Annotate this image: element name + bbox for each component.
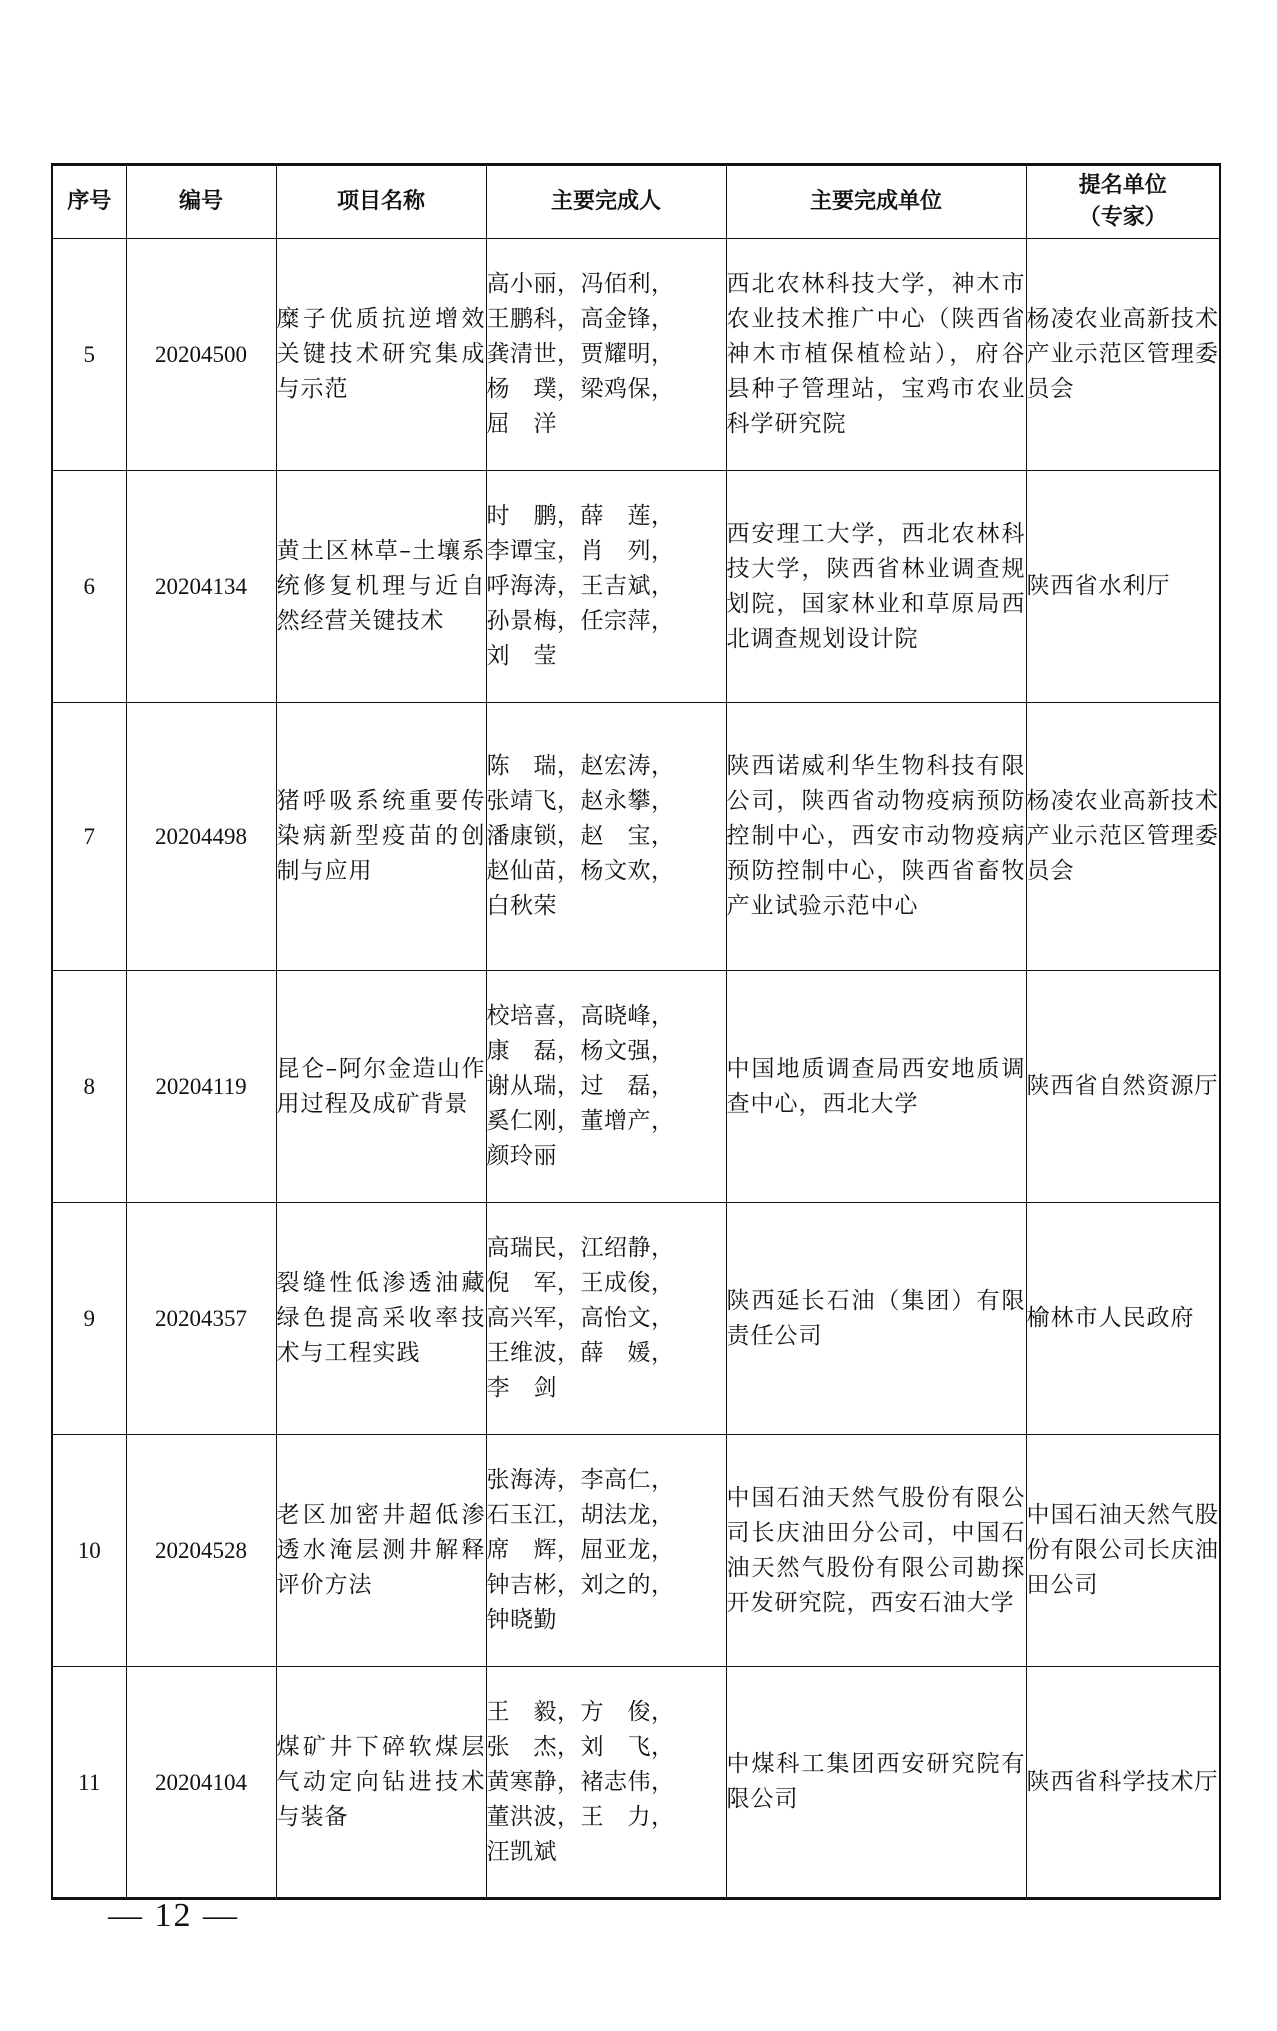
person-line: 李 剑 <box>486 1375 557 1401</box>
award-projects-table <box>51 163 1221 1900</box>
person-line: 白秋荣 <box>486 893 557 919</box>
table-row <box>52 1435 1220 1667</box>
cell-id: 20204498 <box>126 703 276 971</box>
cell-nominator: 陕西省自然资源厅 <box>1026 971 1220 1203</box>
person-line: 钟吉彬，刘之的， <box>486 1572 675 1598</box>
cell-main-units: 陕西延长石油（集团）有限责任公司 <box>726 1203 1026 1435</box>
cell-id: 20204119 <box>126 971 276 1203</box>
person-line: 校培喜，高晓峰， <box>486 1003 675 1029</box>
person-line: 奚仁刚，董增产， <box>486 1108 675 1134</box>
person-line: 时 鹏，薛 莲， <box>486 503 675 529</box>
person-line: 孙景梅，任宗萍， <box>486 608 675 634</box>
table-row <box>52 703 1220 971</box>
page-number: — 12 — <box>108 1897 239 1934</box>
person-line: 董洪波，王 力， <box>486 1803 675 1830</box>
table-row <box>52 1667 1220 1899</box>
person-line: 潘康锁，赵 宝， <box>486 823 675 849</box>
cell-main-people <box>486 471 726 703</box>
cell-seq: 6 <box>52 471 126 703</box>
cell-main-units: 中国石油天然气股份有限公司长庆油田分公司，中国石油天然气股份有限公司勘探开发研究院，西安石油大学 <box>726 1435 1026 1667</box>
person-line: 呼海涛，王吉斌， <box>486 573 675 599</box>
person-line: 屈 洋 <box>486 411 557 437</box>
header-project-name: 项目名称 <box>276 165 486 239</box>
person-line: 杨 璞，梁鸡保， <box>486 376 675 402</box>
table-row <box>52 239 1220 471</box>
cell-seq: 7 <box>52 703 126 971</box>
header-main-people: 主要完成人 <box>486 165 726 239</box>
header-nominator-line1: 提名单位 <box>1078 173 1167 198</box>
person-line: 石玉江，胡法龙， <box>486 1502 675 1528</box>
person-line: 张 杰，刘 飞， <box>486 1733 675 1760</box>
cell-id: 20204134 <box>126 471 276 703</box>
person-line: 倪 军，王成俊， <box>486 1270 675 1296</box>
cell-main-people <box>486 971 726 1203</box>
cell-main-people <box>486 703 726 971</box>
cell-seq: 8 <box>52 971 126 1203</box>
person-line: 颜玲丽 <box>486 1143 557 1169</box>
cell-nominator: 榆林市人民政府 <box>1026 1203 1220 1435</box>
cell-main-people <box>486 1667 726 1899</box>
cell-id: 20204104 <box>126 1667 276 1899</box>
cell-project-name: 煤矿井下碎软煤层气动定向钻进技术与装备 <box>276 1667 486 1899</box>
cell-project-name: 老区加密井超低渗透水淹层测井解释评价方法 <box>276 1435 486 1667</box>
cell-seq: 9 <box>52 1203 126 1435</box>
table-row <box>52 1203 1220 1435</box>
cell-id: 20204500 <box>126 239 276 471</box>
table-header-row <box>52 165 1220 239</box>
cell-seq: 10 <box>52 1435 126 1667</box>
cell-seq: 5 <box>52 239 126 471</box>
header-seq: 序号 <box>52 165 126 239</box>
header-main-units: 主要完成单位 <box>726 165 1026 239</box>
person-line: 钟晓勤 <box>486 1607 557 1633</box>
person-line: 谢从瑞，过 磊， <box>486 1073 675 1099</box>
cell-main-people <box>486 239 726 471</box>
cell-nominator: 中国石油天然气股份有限公司长庆油田公司 <box>1026 1435 1220 1667</box>
cell-main-units: 西北农林科技大学，神木市农业技术推广中心（陕西省神木市植保植检站），府谷县种子管理站，宝鸡市农业科学研究院 <box>726 239 1026 471</box>
person-line: 席 辉，屈亚龙， <box>486 1537 675 1563</box>
table-row <box>52 471 1220 703</box>
person-line: 黄寒静，褚志伟， <box>486 1768 675 1795</box>
person-line: 高瑞民，江绍静， <box>486 1235 675 1261</box>
cell-project-name: 黄土区林草–土壤系统修复机理与近自然经营关键技术 <box>276 471 486 703</box>
cell-project-name: 猪呼吸系统重要传染病新型疫苗的创制与应用 <box>276 703 486 971</box>
header-id: 编号 <box>126 165 276 239</box>
cell-project-name: 糜子优质抗逆增效关键技术研究集成与示范 <box>276 239 486 471</box>
person-line: 张靖飞，赵永攀， <box>486 788 675 814</box>
person-line: 王维波，薛 媛， <box>486 1340 675 1366</box>
person-line: 张海涛，李高仁， <box>486 1467 675 1493</box>
person-line: 王 毅，方 俊， <box>486 1698 675 1725</box>
table-row <box>52 971 1220 1203</box>
cell-nominator: 杨凌农业高新技术产业示范区管理委员会 <box>1026 239 1220 471</box>
cell-main-people <box>486 1203 726 1435</box>
cell-main-units: 西安理工大学，西北农林科技大学，陕西省林业调查规划院，国家林业和草原局西北调查规划设计院 <box>726 471 1026 703</box>
person-line: 陈 瑞，赵宏涛， <box>486 753 675 779</box>
person-line: 赵仙苗，杨文欢， <box>486 858 675 884</box>
cell-id: 20204357 <box>126 1203 276 1435</box>
person-line: 高小丽，冯佰利， <box>486 271 675 297</box>
person-line: 汪凯斌 <box>486 1838 557 1865</box>
cell-nominator: 杨凌农业高新技术产业示范区管理委员会 <box>1026 703 1220 971</box>
header-nominator-line2: （专家） <box>1078 205 1167 230</box>
cell-project-name: 昆仑–阿尔金造山作用过程及成矿背景 <box>276 971 486 1203</box>
cell-project-name: 裂缝性低渗透油藏绿色提高采收率技术与工程实践 <box>276 1203 486 1435</box>
person-line: 刘 莹 <box>486 643 557 669</box>
person-line: 王鹏科，高金锋， <box>486 306 675 332</box>
person-line: 康 磊，杨文强， <box>486 1038 675 1064</box>
cell-main-units: 中煤科工集团西安研究院有限公司 <box>726 1667 1026 1899</box>
person-line: 高兴军，高怡文， <box>486 1305 675 1331</box>
header-nominator <box>1026 165 1220 239</box>
person-line: 龚清世，贾耀明， <box>486 341 675 367</box>
cell-nominator: 陕西省科学技术厅 <box>1026 1667 1220 1899</box>
person-line: 李谭宝，肖 列， <box>486 538 675 564</box>
cell-seq: 11 <box>52 1667 126 1899</box>
cell-id: 20204528 <box>126 1435 276 1667</box>
cell-main-units: 中国地质调查局西安地质调查中心，西北大学 <box>726 971 1026 1203</box>
cell-main-units: 陕西诺威利华生物科技有限公司，陕西省动物疫病预防控制中心，西安市动物疫病预防控制中心，陕西省畜牧产业试验示范中心 <box>726 703 1026 971</box>
cell-nominator: 陕西省水利厅 <box>1026 471 1220 703</box>
cell-main-people <box>486 1435 726 1667</box>
